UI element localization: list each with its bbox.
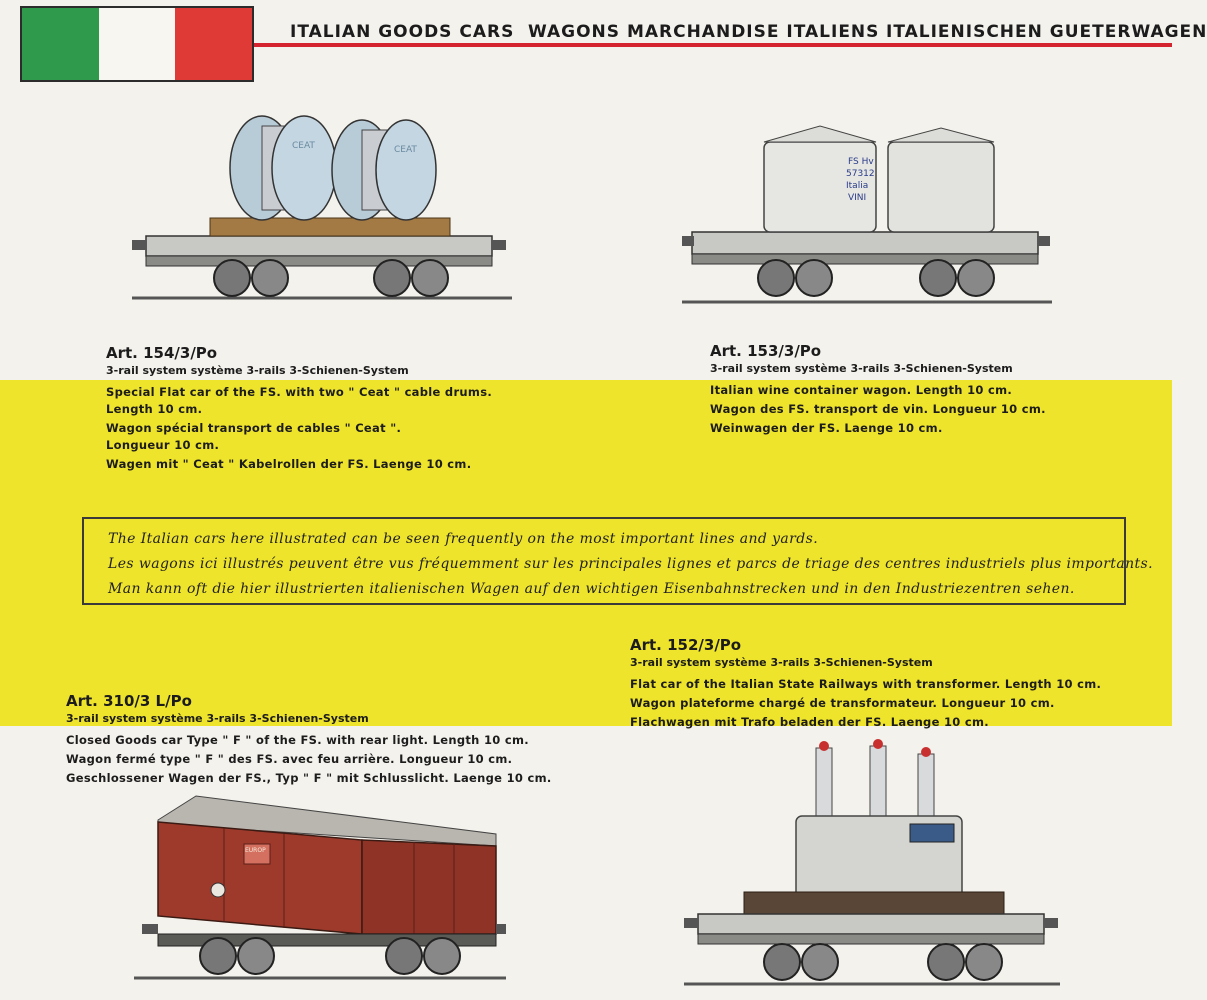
tank-marking-2: 57312 <box>846 169 875 179</box>
article-152-line: Flat car of the Italian State Railways with transformer. Length 10 cm. <box>630 677 1102 691</box>
cable-drum-flat-car-illustration <box>132 108 512 308</box>
header-title-fr: WAGONS MARCHANDISE ITALIENS <box>528 22 880 42</box>
article-153-description <box>710 382 1046 437</box>
wagon-marking: EUROP <box>245 847 266 854</box>
article-154-description <box>106 384 492 473</box>
article-154-system: 3-rail system système 3-rails 3-Schienen-System <box>106 364 409 377</box>
article-153-line: Italian wine container wagon. Length 10 cm. <box>710 383 1013 397</box>
article-310-system: 3-rail system système 3-rails 3-Schienen-System <box>66 712 369 725</box>
article-310-line: Geschlossener Wagen der FS., Typ " F " mit Schlusslicht. Laenge 10 cm. <box>66 771 552 785</box>
article-153-heading <box>710 342 1013 375</box>
article-154-line: Wagon spécial transport de cables " Ceat ". <box>106 421 402 435</box>
article-153-system: 3-rail system système 3-rails 3-Schienen-System <box>710 362 1013 375</box>
article-154-heading <box>106 344 409 377</box>
drum-label-right: CEAT <box>394 145 417 155</box>
article-310-line: Closed Goods car Type " F " of the FS. with rear light. Length 10 cm. <box>66 733 529 747</box>
article-154-number: Art. 154/3/Po <box>106 344 218 362</box>
article-154-line: Wagen mit " Ceat " Kabelrollen der FS. Laenge 10 cm. <box>106 457 472 471</box>
article-152-line: Flachwagen mit Trafo beladen der FS. Laenge 10 cm. <box>630 715 989 729</box>
header-title-de: ITALIENISCHEN GUETERWAGEN <box>886 22 1207 42</box>
notice-line-de: Man kann oft die hier illustrierten italienischen Wagen auf den wichtigen Eisenbahnstrecken und in den Industriezentren sehen. <box>108 581 1075 597</box>
article-153-line: Wagon des FS. transport de vin. Longueur 10 cm. <box>710 402 1046 416</box>
notice-line-en: The Italian cars here illustrated can be seen frequently on the most important lines and yards. <box>108 531 819 547</box>
article-310-heading <box>66 692 369 725</box>
header-title-en: ITALIAN GOODS CARS <box>290 22 515 42</box>
article-152-heading <box>630 636 933 669</box>
article-152-description <box>630 676 1101 731</box>
italian-flag-icon <box>20 6 254 82</box>
transformer-flat-car-illustration <box>684 738 1060 990</box>
article-310-line: Wagon fermé type " F " des FS. avec feu arrière. Longueur 10 cm. <box>66 752 513 766</box>
article-310-number: Art. 310/3 L/Po <box>66 692 192 710</box>
header-rule <box>254 43 1172 47</box>
closed-goods-car-illustration <box>134 794 506 986</box>
tank-marking-4: VINI <box>848 193 867 203</box>
article-152-system: 3-rail system système 3-rails 3-Schienen-System <box>630 656 933 669</box>
article-152-line: Wagon plateforme chargé de transformateur. Longueur 10 cm. <box>630 696 1055 710</box>
tank-marking-3: Italia <box>846 181 869 191</box>
article-310-description <box>66 732 552 787</box>
tank-marking-1: FS Hv <box>848 157 874 167</box>
article-154-line: Length 10 cm. <box>106 402 203 416</box>
article-153-line: Weinwagen der FS. Laenge 10 cm. <box>710 421 943 435</box>
wine-container-wagon-illustration <box>682 120 1052 310</box>
article-154-line: Longueur 10 cm. <box>106 438 220 452</box>
notice-box <box>82 517 1153 605</box>
article-153-number: Art. 153/3/Po <box>710 342 822 360</box>
notice-line-fr: Les wagons ici illustrés peuvent être vus fréquemment sur les principales lignes et parcs de triage des centres industriels plus importants. <box>108 556 1153 572</box>
article-154-line: Special Flat car of the FS. with two " Ceat " cable drums. <box>106 385 493 399</box>
article-152-number: Art. 152/3/Po <box>630 636 742 654</box>
drum-label-left: CEAT <box>292 141 315 151</box>
